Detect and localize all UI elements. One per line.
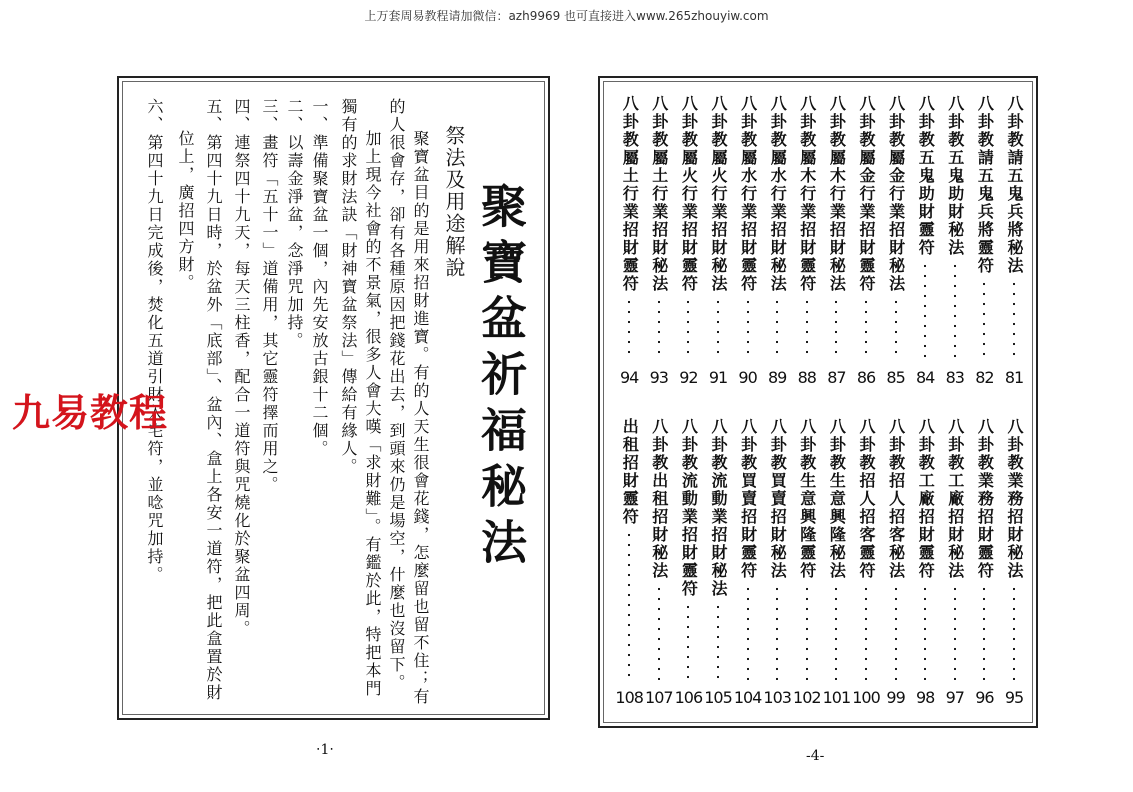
toc-page-number: 84 <box>916 368 935 387</box>
left-page-number: ‧1‧ <box>316 742 334 758</box>
toc-leader-dots <box>628 297 630 360</box>
toc-leader-dots <box>687 602 689 680</box>
toc-leader-dots <box>983 584 985 680</box>
toc-leader-dots <box>776 297 778 360</box>
toc-leader-dots <box>954 584 956 680</box>
toc-page-number: 106 <box>674 688 703 707</box>
toc-leader-dots <box>747 584 749 680</box>
toc-entry-title: 八卦教屬金行業招財靈符 <box>857 95 876 293</box>
page-title: 聚寶盆祈福秘法 <box>474 182 528 574</box>
toc-page-number: 90 <box>738 368 757 387</box>
toc-entry-title: 出租招財靈符 <box>620 418 640 526</box>
text-column: 五、第四十九日時，於盆外「底部」、盆內、盒上各安一道符，把此盒置於財 <box>204 98 223 702</box>
toc-page-number: 88 <box>797 368 816 387</box>
toc-leader-dots <box>895 297 897 360</box>
toc-leader-dots <box>924 584 926 680</box>
toc-leader-dots <box>806 297 808 360</box>
toc-entry-title: 八卦教生意興隆靈符 <box>797 418 817 580</box>
toc-entry-title: 八卦教屬火行業招財靈符 <box>679 95 699 293</box>
header-banner: 上万套周易教程请加微信：azh9969 也可直接进入www.265zhouyiw.com <box>364 9 769 23</box>
toc-leader-dots <box>1013 584 1015 680</box>
text-column: 六、第四十九日完成後，焚化五道引財入宅符，並唸咒加持。 <box>145 98 164 584</box>
toc-entry-title: 八卦教業務招財靈符 <box>975 418 995 580</box>
toc-leader-dots <box>895 584 897 680</box>
toc-entry-title: 八卦教屬木行業招財秘法 <box>827 95 847 293</box>
toc-entry-title: 八卦教屬水行業招財靈符 <box>738 95 758 293</box>
toc-page-number: 96 <box>975 688 994 707</box>
toc-page-number: 89 <box>768 368 787 387</box>
toc-leader-dots <box>924 261 926 360</box>
toc-leader-dots <box>835 297 837 360</box>
toc-leader-dots <box>628 530 630 680</box>
toc-entry-title: 八卦教五鬼助財靈符 <box>916 95 936 257</box>
toc-leader-dots <box>687 297 689 360</box>
toc-leader-dots <box>954 261 956 360</box>
toc-entry-title: 八卦教招人招客靈符 <box>857 418 876 580</box>
toc-page-number: 94 <box>620 368 639 387</box>
toc-entry-title: 八卦教屬金行業招財秘法 <box>886 95 906 293</box>
toc-entry-title: 八卦教請五鬼兵將靈符 <box>975 95 995 275</box>
toc-leader-dots <box>865 584 867 680</box>
toc-page-number: 101 <box>822 688 851 707</box>
text-column: 加上現今社會的不景氣，很多人會大嘆「求財難」。有鑑於此，特把本門 <box>363 130 382 698</box>
toc-entry-title: 八卦教買賣招財靈符 <box>738 418 758 580</box>
toc-leader-dots <box>747 297 749 360</box>
toc-page-number: 100 <box>852 688 880 707</box>
toc-page-number: 87 <box>827 368 846 387</box>
text-column: 位上，廣招四方財。 <box>176 130 195 292</box>
toc-entry-title: 八卦教流動業招財靈符 <box>679 418 699 598</box>
toc-entry-title: 八卦教工廠招財秘法 <box>945 418 965 580</box>
toc-leader-dots <box>658 297 660 360</box>
toc-entry-title: 八卦教屬土行業招財秘法 <box>649 95 669 293</box>
toc-page-number: 102 <box>793 688 821 707</box>
toc-page-number: 95 <box>1004 688 1024 707</box>
watermark-logo: 九易教程 <box>12 391 169 435</box>
toc-page-number: 104 <box>733 688 762 707</box>
toc-entry-title: 八卦教流動業招財秘法 <box>709 418 728 598</box>
toc-entry-title: 八卦教屬土行業招財靈符 <box>620 95 640 293</box>
toc-leader-dots <box>983 279 985 360</box>
toc-page-number: 108 <box>615 688 643 707</box>
toc-entry-title: 八卦教請五鬼兵將秘法 <box>1005 95 1024 275</box>
toc-leader-dots <box>717 602 719 680</box>
toc-page-number: 103 <box>763 688 791 707</box>
text-column: 一、準備聚寶盆一個，內先安放古銀十二個。 <box>310 98 329 458</box>
text-column: 獨有的求財法訣「財神寶盆祭法」傳給有緣人。 <box>339 98 358 476</box>
toc-entry-title: 八卦教屬水行業招財秘法 <box>768 95 788 293</box>
toc-page-number: 98 <box>916 688 935 707</box>
toc-entry-title: 八卦教買賣招財秘法 <box>768 418 788 580</box>
toc-leader-dots <box>717 297 719 360</box>
toc-entry-title: 八卦教招人招客秘法 <box>886 418 906 580</box>
toc-leader-dots <box>835 584 837 680</box>
text-column: 二、以壽金淨盆，念淨咒加持。 <box>285 98 304 350</box>
toc-page-number: 107 <box>645 688 673 707</box>
toc-entry-title: 八卦教工廠招財靈符 <box>916 418 936 580</box>
toc-leader-dots <box>806 584 808 680</box>
toc-page-number: 82 <box>975 368 994 387</box>
toc-page-number: 81 <box>1004 368 1024 387</box>
toc-page-number: 92 <box>679 368 698 387</box>
toc-entry-title: 八卦教業務招財秘法 <box>1005 418 1024 580</box>
toc-entry-title: 八卦教五鬼助財秘法 <box>945 95 965 257</box>
toc-leader-dots <box>776 584 778 680</box>
toc-page-number: 97 <box>945 688 964 707</box>
toc-leader-dots <box>658 584 660 680</box>
toc-leader-dots <box>865 297 867 360</box>
toc-page-number: 93 <box>649 368 668 387</box>
toc-page-number: 105 <box>704 688 732 707</box>
text-column: 四、連祭四十九天，每天三柱香，配合一道符與咒燒化於聚盆四周。 <box>232 98 251 638</box>
right-page-number: -4- <box>806 748 825 764</box>
toc-page-number: 91 <box>708 368 728 387</box>
toc-page-number: 99 <box>886 688 905 707</box>
page-subtitle: 祭法及用途解說 <box>442 125 466 279</box>
toc-leader-dots <box>1013 279 1015 360</box>
toc-entry-title: 八卦教出租招財秘法 <box>649 418 669 580</box>
text-column: 三、畫符「五十一」道備用，其它靈符擇而用之。 <box>260 98 279 494</box>
toc-page-number: 85 <box>886 368 905 387</box>
toc-page-number: 83 <box>945 368 964 387</box>
toc-page-number: 86 <box>856 368 876 387</box>
toc-entry-title: 八卦教屬木行業招財靈符 <box>797 95 817 293</box>
toc-entry-title: 八卦教生意興隆秘法 <box>827 418 847 580</box>
text-column: 的人很會存，卻有各種原因把錢花出去，到頭來仍是場空，什麼也沒留下。 <box>387 98 406 692</box>
text-column: 聚寶盆目的是用來招財進寶。有的人天生很會花錢，怎麼留也留不住；有 <box>411 130 430 706</box>
toc-entry-title: 八卦教屬火行業招財秘法 <box>709 95 728 293</box>
